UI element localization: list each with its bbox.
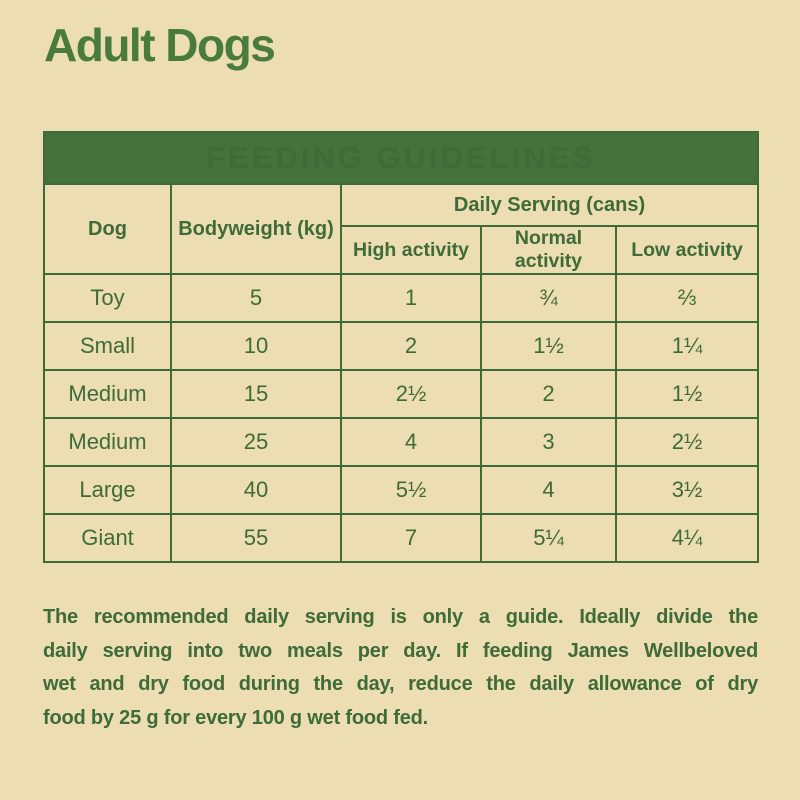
cell-bodyweight: 40 [171, 466, 341, 514]
col-header-bodyweight: Bodyweight (kg) [171, 184, 341, 274]
table-banner-row [44, 132, 758, 184]
cell-low-activity: 1½ [616, 370, 758, 418]
cell-normal-activity: 4 [481, 466, 616, 514]
cell-low-activity: ⅔ [616, 274, 758, 322]
cell-bodyweight: 25 [171, 418, 341, 466]
cell-high-activity: 5½ [341, 466, 481, 514]
cell-normal-activity: 5¼ [481, 514, 616, 562]
col-header-dog: Dog [44, 184, 171, 274]
cell-dog-size: Giant [44, 514, 171, 562]
feeding-note-line: wet and dry food during the day, reduce the daily allowance of dry [43, 673, 758, 695]
cell-high-activity: 4 [341, 418, 481, 466]
cell-bodyweight: 15 [171, 370, 341, 418]
cell-low-activity: 2½ [616, 418, 758, 466]
feeding-guidelines-table [43, 131, 759, 563]
cell-normal-activity: 2 [481, 370, 616, 418]
cell-high-activity: 7 [341, 514, 481, 562]
table-row-large [44, 466, 758, 514]
cell-dog-size: Medium [44, 370, 171, 418]
cell-dog-size: Small [44, 322, 171, 370]
table-header-row-group [44, 184, 758, 226]
cell-high-activity: 1 [341, 274, 481, 322]
cell-bodyweight: 55 [171, 514, 341, 562]
cell-low-activity: 3½ [616, 466, 758, 514]
cell-high-activity: 2½ [341, 370, 481, 418]
feeding-note-line: daily serving into two meals per day. If feeding James Wellbeloved [43, 639, 758, 662]
cell-normal-activity: 3 [481, 418, 616, 466]
col-header-normal-activity: Normal activity [481, 226, 616, 274]
col-header-high-activity: High activity [341, 226, 481, 274]
table-row-medium-15 [44, 370, 758, 418]
cell-high-activity: 2 [341, 322, 481, 370]
cell-dog-size: Medium [44, 418, 171, 466]
col-group-daily-serving: Daily Serving (cans) [341, 184, 758, 226]
col-header-low-activity: Low activity [616, 226, 758, 274]
cell-normal-activity: 1½ [481, 322, 616, 370]
cell-low-activity: 4¼ [616, 514, 758, 562]
cell-normal-activity: ¾ [481, 274, 616, 322]
cell-dog-size: Large [44, 466, 171, 514]
feeding-note-line: food by 25 g for every 100 g wet food fed. [43, 706, 429, 729]
table-row-toy [44, 274, 758, 322]
table-title: FEEDING GUIDELINES [44, 132, 758, 184]
feeding-note [43, 601, 758, 735]
cell-low-activity: 1¼ [616, 322, 758, 370]
table-row-medium-25 [44, 418, 758, 466]
table-row-giant [44, 514, 758, 562]
cell-bodyweight: 10 [171, 322, 341, 370]
cell-bodyweight: 5 [171, 274, 341, 322]
cell-dog-size: Toy [44, 274, 171, 322]
page-title: Adult Dogs [44, 19, 275, 71]
table-row-small [44, 322, 758, 370]
feeding-note-line: The recommended daily serving is only a guide. Ideally divide the [43, 606, 758, 628]
